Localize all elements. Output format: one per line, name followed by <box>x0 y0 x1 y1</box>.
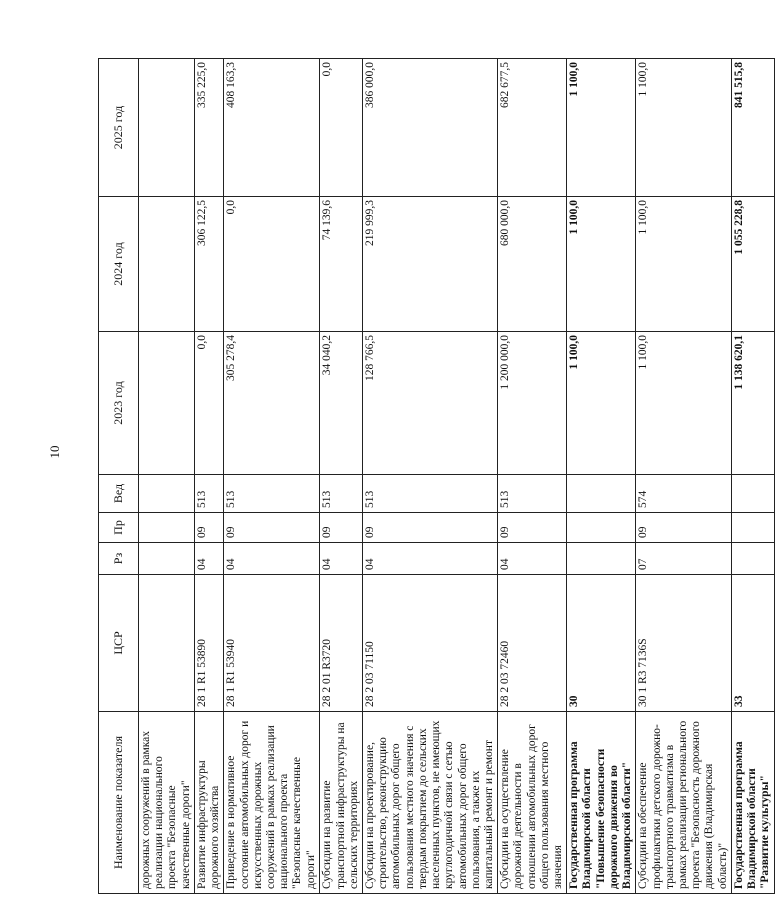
cell-y2024: 306 122,5 <box>194 197 223 332</box>
cell-name: Субсидии на обеспечение профилактики детского дорожно-транспортного травматизма в рамках реализации регионального проекта "Безопасность дорожного движения (Владимирская область)" <box>636 712 732 894</box>
cell-y2024: 1 055 228,8 <box>731 197 774 332</box>
rotated-page <box>98 59 772 894</box>
cell-csr: 33 <box>731 575 774 712</box>
table-row <box>320 59 363 894</box>
cell-pr: 09 <box>636 513 732 543</box>
cell-rz: 04 <box>194 543 223 575</box>
table-row <box>194 59 223 894</box>
cell-y2025: 1 100,0 <box>636 59 732 197</box>
table-row <box>498 59 567 894</box>
header-ved: Вед <box>99 475 139 513</box>
cell-pr <box>139 513 195 543</box>
table-row <box>567 59 636 894</box>
cell-y2023: 1 100,0 <box>636 332 732 475</box>
cell-y2024: 1 100,0 <box>636 197 732 332</box>
cell-name: Субсидии на осуществление дорожной деятельности в отношении автомобильных дорог общего пользования местного значения <box>498 712 567 894</box>
cell-ved <box>731 475 774 513</box>
header-pr: Пр <box>99 513 139 543</box>
page-number: 10 <box>47 445 62 459</box>
cell-ved <box>139 475 195 513</box>
cell-name: Государственная программа Владимирской области "Развитие культуры" <box>731 712 774 894</box>
table-header <box>99 59 139 894</box>
table-row <box>224 59 320 894</box>
cell-name: дорожных сооружений в рамках реализации национального проекта "Безопасные качественные дороги" <box>139 712 195 894</box>
cell-csr: 30 1 R3 7136S <box>636 575 732 712</box>
cell-rz <box>731 543 774 575</box>
cell-y2023: 305 278,4 <box>224 332 320 475</box>
table-row <box>139 59 195 894</box>
header-csr: ЦСР <box>99 575 139 712</box>
cell-rz: 04 <box>362 543 497 575</box>
cell-rz: 04 <box>224 543 320 575</box>
header-2025: 2025 год <box>99 59 139 197</box>
cell-pr: 09 <box>320 513 363 543</box>
cell-y2025: 335 225,0 <box>194 59 223 197</box>
cell-ved: 513 <box>362 475 497 513</box>
cell-y2025: 408 163,3 <box>224 59 320 197</box>
table-row <box>362 59 497 894</box>
cell-rz: 04 <box>320 543 363 575</box>
cell-ved: 513 <box>224 475 320 513</box>
cell-y2023: 128 766,5 <box>362 332 497 475</box>
cell-y2025: 1 100,0 <box>567 59 636 197</box>
table-row <box>731 59 774 894</box>
cell-y2024: 219 999,3 <box>362 197 497 332</box>
cell-csr: 30 <box>567 575 636 712</box>
cell-pr: 09 <box>224 513 320 543</box>
cell-rz <box>567 543 636 575</box>
cell-y2024: 74 139,6 <box>320 197 363 332</box>
header-2023: 2023 год <box>99 332 139 475</box>
cell-y2025: 682 677,5 <box>498 59 567 197</box>
cell-y2024: 680 000,0 <box>498 197 567 332</box>
cell-y2023: 1 200 000,0 <box>498 332 567 475</box>
budget-table <box>98 58 775 894</box>
cell-csr: 28 2 01 R3720 <box>320 575 363 712</box>
cell-name: Субсидии на проектирование, строительство, реконструкцию автомобильных дорог общего пользования местного значения с твердым покрытием до сельских населенных пунктов, не имеющих круглогодичной связи с сетью автомобильных дорог общего пользования, а также их капитальный ремонт и ремонт <box>362 712 497 894</box>
header-rz: Рз <box>99 543 139 575</box>
cell-name: Приведение в нормативное состояние автомобильных дорог и искусственных дорожных сооружений в рамках реализации национального проекта "Безопасные качественные дороги" <box>224 712 320 894</box>
cell-pr: 09 <box>362 513 497 543</box>
cell-name: Субсидии на развитие транспортной инфраструктуры на сельских территориях <box>320 712 363 894</box>
cell-y2023: 34 040,2 <box>320 332 363 475</box>
table-body <box>99 59 775 894</box>
cell-rz: 07 <box>636 543 732 575</box>
table-row <box>636 59 732 894</box>
cell-pr <box>731 513 774 543</box>
cell-ved: 513 <box>320 475 363 513</box>
cell-y2025: 386 000,0 <box>362 59 497 197</box>
cell-y2024 <box>139 197 195 332</box>
cell-csr: 28 1 R1 53890 <box>194 575 223 712</box>
cell-y2025: 841 515,8 <box>731 59 774 197</box>
cell-pr <box>567 513 636 543</box>
cell-ved: 513 <box>498 475 567 513</box>
cell-pr: 09 <box>194 513 223 543</box>
header-2024: 2024 год <box>99 197 139 332</box>
cell-y2025: 0,0 <box>320 59 363 197</box>
cell-name: Государственная программа Владимирской области "Повышение безопасности дорожного движения во Владимирской области" <box>567 712 636 894</box>
cell-ved <box>567 475 636 513</box>
cell-rz <box>139 543 195 575</box>
cell-csr <box>139 575 195 712</box>
cell-y2023 <box>139 332 195 475</box>
cell-y2023: 1 100,0 <box>567 332 636 475</box>
cell-ved: 513 <box>194 475 223 513</box>
cell-csr: 28 2 03 71150 <box>362 575 497 712</box>
cell-y2023: 0,0 <box>194 332 223 475</box>
cell-y2025 <box>139 59 195 197</box>
cell-csr: 28 1 R1 53940 <box>224 575 320 712</box>
cell-y2024: 0,0 <box>224 197 320 332</box>
cell-csr: 28 2 03 72460 <box>498 575 567 712</box>
cell-rz: 04 <box>498 543 567 575</box>
cell-pr: 09 <box>498 513 567 543</box>
cell-ved: 574 <box>636 475 732 513</box>
cell-y2023: 1 138 620,1 <box>731 332 774 475</box>
cell-name: Развитие инфраструктуры дорожного хозяйства <box>194 712 223 894</box>
header-name: Наименование показателя <box>99 712 139 894</box>
cell-y2024: 1 100,0 <box>567 197 636 332</box>
